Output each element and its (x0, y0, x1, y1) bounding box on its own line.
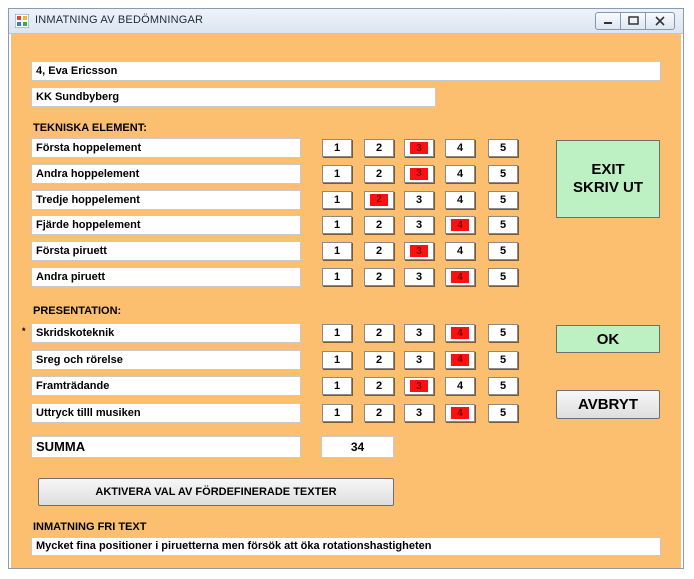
score-label: 3 (415, 271, 423, 283)
score-label: 3 (410, 168, 428, 180)
score-label: 2 (375, 407, 383, 420)
score-label: 2 (375, 271, 383, 283)
ok-button[interactable]: OK (556, 325, 660, 353)
form-area (11, 34, 681, 568)
maximize-icon (621, 13, 646, 29)
score-label: 3 (415, 219, 423, 232)
title-bar (9, 9, 683, 34)
technical-2-score-1-button[interactable] (322, 165, 352, 183)
score-label: 4 (451, 327, 469, 339)
technical-1-score-3-button[interactable] (404, 139, 434, 157)
exit-label: EXIT (591, 161, 625, 178)
technical-label-5: Första piruett (31, 241, 301, 261)
score-label: 1 (333, 271, 341, 283)
window-controls (595, 12, 675, 30)
score-label: 1 (333, 245, 341, 258)
technical-1-score-4-button[interactable] (445, 139, 475, 157)
score-label: 2 (375, 142, 383, 154)
score-label: 1 (333, 380, 341, 393)
technical-5-score-3-button[interactable] (404, 242, 434, 260)
score-label: 5 (499, 193, 507, 206)
score-label: 3 (415, 407, 423, 420)
close-button[interactable] (646, 13, 674, 29)
print-label: SKRIV UT (572, 179, 643, 196)
technical-3-score-2-button[interactable] (364, 191, 394, 209)
score-label: 2 (370, 194, 388, 206)
score-label: 1 (333, 353, 341, 366)
technical-2-score-4-button[interactable] (445, 165, 475, 183)
score-label: 5 (499, 353, 507, 366)
score-label: 3 (415, 353, 423, 366)
score-label: 1 (333, 407, 341, 420)
technical-6-score-3-button[interactable] (404, 268, 434, 286)
skater-name-field[interactable]: 4, Eva Ericsson (31, 61, 661, 81)
technical-3-score-1-button[interactable] (322, 191, 352, 209)
score-label: 5 (499, 380, 507, 393)
score-label: 4 (456, 167, 464, 180)
technical-4-score-2-button[interactable] (364, 216, 394, 234)
presentation-heading: PRESENTATION: (33, 305, 122, 317)
score-label: 4 (451, 219, 469, 231)
technical-2-score-5-button[interactable] (488, 165, 518, 183)
score-label: 4 (456, 380, 464, 393)
score-label: 2 (375, 245, 383, 258)
presentation-1-score-4-button[interactable] (445, 324, 475, 342)
current-row-marker: * (22, 326, 26, 336)
summa-value: 34 (321, 436, 394, 458)
technical-6-score-1-button[interactable] (322, 268, 352, 286)
technical-label-6: Andra piruett (31, 267, 301, 287)
technical-label-3: Tredje hoppelement (31, 190, 301, 210)
score-label: 4 (456, 193, 464, 206)
technical-3-score-4-button[interactable] (445, 191, 475, 209)
technical-label-2: Andra hoppelement (31, 164, 301, 184)
score-label: 1 (333, 219, 341, 232)
close-icon (646, 13, 674, 29)
summa-label: SUMMA (31, 436, 301, 458)
score-label: 5 (499, 407, 507, 420)
technical-2-score-2-button[interactable] (364, 165, 394, 183)
technical-heading: TEKNISKA ELEMENT: (33, 122, 147, 134)
score-label: 2 (375, 353, 383, 366)
presentation-4-score-5-button[interactable] (488, 404, 518, 422)
technical-1-score-1-button[interactable] (322, 139, 352, 157)
score-label: 4 (451, 407, 469, 419)
technical-5-score-5-button[interactable] (488, 242, 518, 260)
presentation-3-score-4-button[interactable] (445, 377, 475, 395)
score-label: 4 (456, 142, 464, 154)
score-label: 5 (499, 142, 507, 154)
presentation-1-score-2-button[interactable] (364, 324, 394, 342)
technical-5-score-4-button[interactable] (445, 242, 475, 260)
score-label: 5 (499, 245, 507, 258)
technical-6-score-2-button[interactable] (364, 268, 394, 286)
presentation-1-score-1-button[interactable] (322, 324, 352, 342)
technical-4-score-1-button[interactable] (322, 216, 352, 234)
score-label: 1 (333, 193, 341, 206)
presentation-1-score-5-button[interactable] (488, 324, 518, 342)
exit-print-button[interactable] (556, 140, 660, 218)
technical-1-score-5-button[interactable] (488, 139, 518, 157)
score-label: 3 (415, 193, 423, 206)
presentation-2-score-4-button[interactable] (445, 351, 475, 369)
technical-label-1: Första hoppelement (31, 138, 301, 158)
window-title: INMATNING AV BEDÖMNINGAR (35, 14, 204, 26)
presentation-3-score-1-button[interactable] (322, 377, 352, 395)
presentation-3-score-2-button[interactable] (364, 377, 394, 395)
presentation-label-4: Uttryck tilll musiken (31, 403, 301, 423)
presentation-4-score-1-button[interactable] (322, 404, 352, 422)
score-label: 1 (333, 167, 341, 180)
score-label: 2 (375, 327, 383, 339)
freetext-input[interactable]: Mycket fina positioner i piruetterna men försök att öka rotationshastigheten (31, 537, 661, 556)
technical-1-score-2-button[interactable] (364, 139, 394, 157)
presentation-label-1: Skridskoteknik (31, 323, 301, 343)
technical-6-score-4-button[interactable] (445, 268, 475, 286)
maximize-button[interactable] (621, 13, 646, 29)
skater-club-field[interactable]: KK Sundbyberg (31, 87, 436, 107)
presentation-1-score-3-button[interactable] (404, 324, 434, 342)
score-label: 3 (410, 142, 428, 154)
presentation-4-score-2-button[interactable] (364, 404, 394, 422)
presentation-2-score-5-button[interactable] (488, 351, 518, 369)
technical-2-score-3-button[interactable] (404, 165, 434, 183)
presentation-2-score-1-button[interactable] (322, 351, 352, 369)
technical-4-score-3-button[interactable] (404, 216, 434, 234)
score-label: 1 (333, 327, 341, 339)
technical-5-score-2-button[interactable] (364, 242, 394, 260)
technical-4-score-4-button[interactable] (445, 216, 475, 234)
score-label: 5 (499, 167, 507, 180)
presentation-4-score-4-button[interactable] (445, 404, 475, 422)
presentation-4-score-3-button[interactable] (404, 404, 434, 422)
technical-3-score-5-button[interactable] (488, 191, 518, 209)
freetext-heading: INMATNING FRI TEXT (33, 521, 147, 533)
minimize-button[interactable] (596, 13, 621, 29)
cancel-button[interactable]: AVBRYT (556, 390, 660, 419)
score-label: 3 (410, 245, 428, 257)
minimize-icon (596, 13, 621, 29)
technical-3-score-3-button[interactable] (404, 191, 434, 209)
technical-5-score-1-button[interactable] (322, 242, 352, 260)
score-label: 5 (499, 219, 507, 232)
score-label: 3 (415, 327, 423, 339)
technical-4-score-5-button[interactable] (488, 216, 518, 234)
presentation-label-2: Sreg och rörelse (31, 350, 301, 370)
score-label: 4 (451, 271, 469, 283)
activate-predefined-texts-button[interactable]: AKTIVERA VAL AV FÖRDEFINERADE TEXTER (38, 478, 394, 506)
presentation-2-score-3-button[interactable] (404, 351, 434, 369)
technical-6-score-5-button[interactable] (488, 268, 518, 286)
app-window (8, 8, 684, 569)
score-label: 2 (375, 167, 383, 180)
presentation-3-score-5-button[interactable] (488, 377, 518, 395)
technical-label-4: Fjärde hoppelement (31, 215, 301, 235)
score-label: 4 (456, 245, 464, 258)
presentation-2-score-2-button[interactable] (364, 351, 394, 369)
score-label: 2 (375, 219, 383, 232)
score-label: 4 (451, 354, 469, 366)
presentation-label-3: Framträdande (31, 376, 301, 396)
score-label: 1 (333, 142, 341, 154)
score-label: 3 (410, 380, 428, 392)
score-label: 2 (375, 380, 383, 393)
score-label: 5 (499, 271, 507, 283)
app-icon (15, 14, 29, 28)
score-label: 5 (499, 327, 507, 339)
presentation-3-score-3-button[interactable] (404, 377, 434, 395)
